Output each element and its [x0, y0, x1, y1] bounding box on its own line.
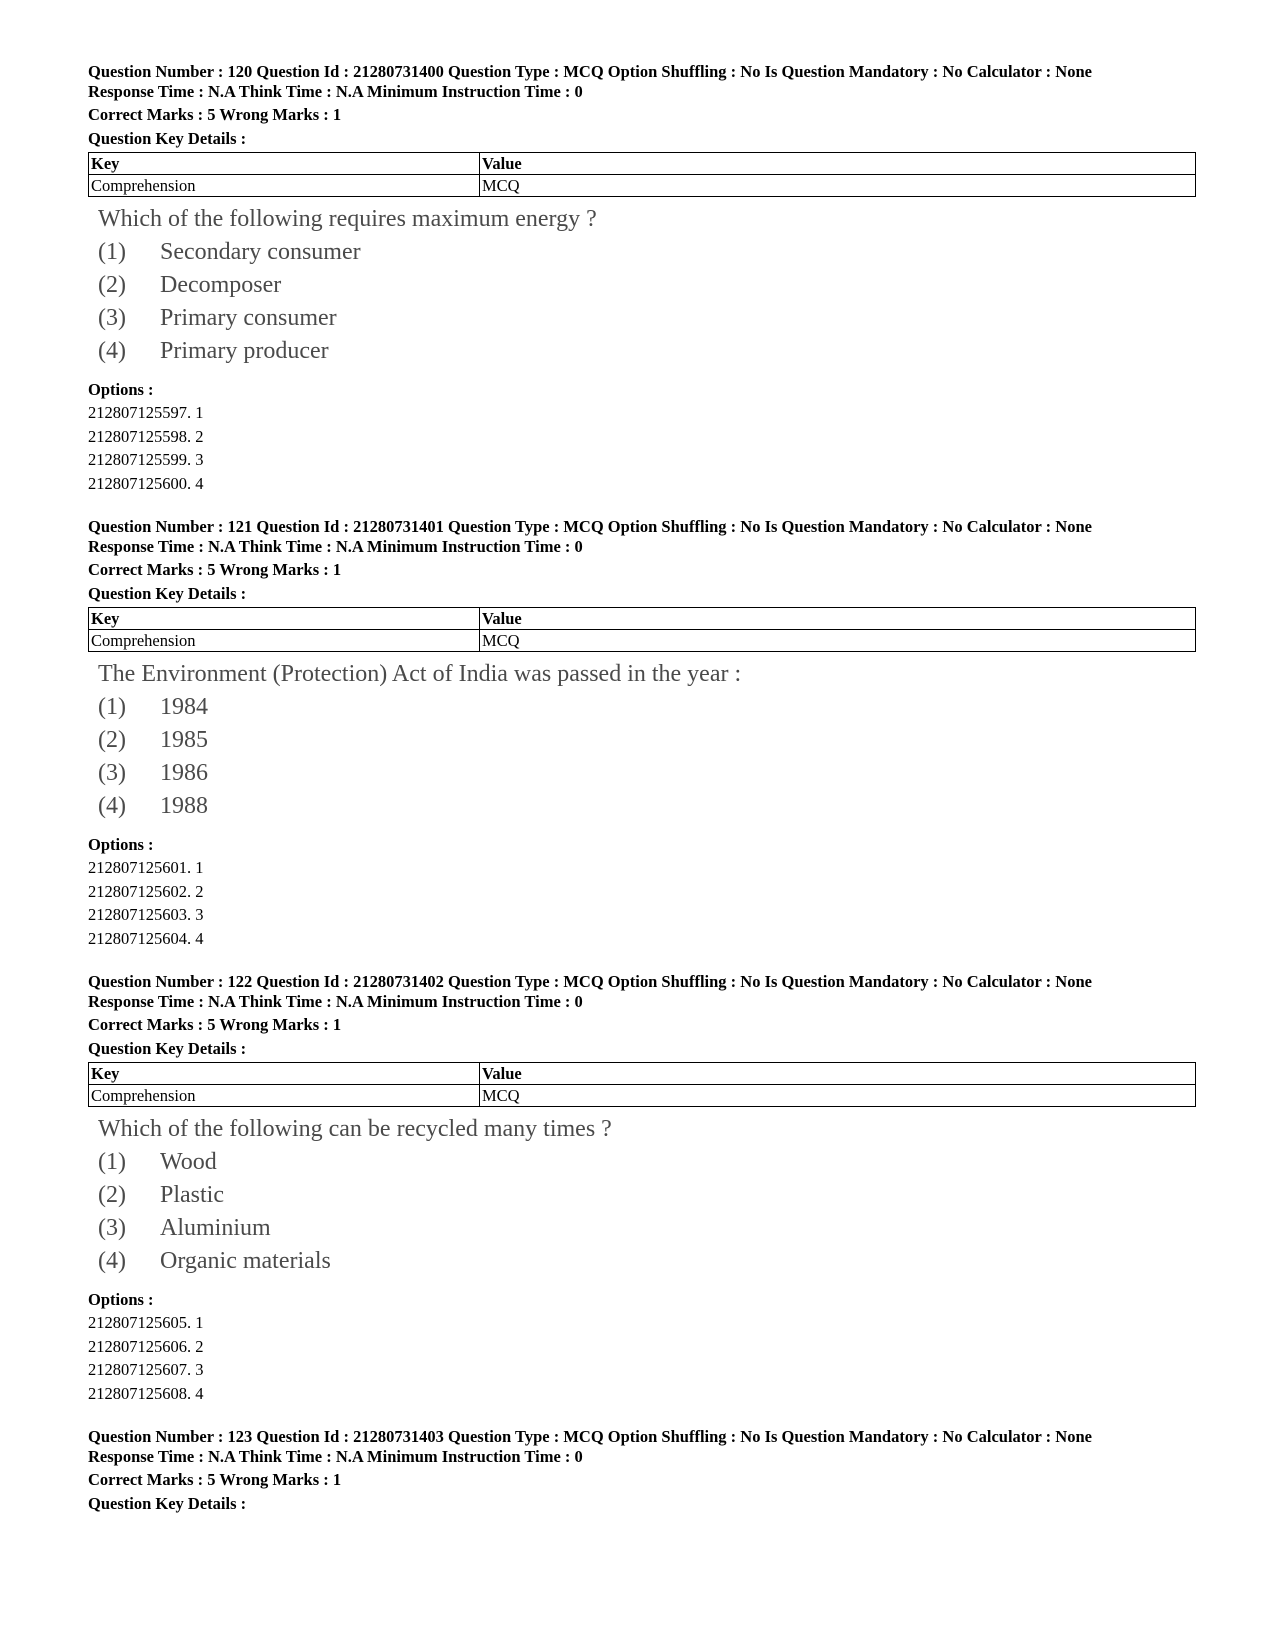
table-row	[89, 1085, 1196, 1107]
option-id-line: 212807125604. 4	[88, 928, 204, 948]
question-key-table	[88, 607, 1196, 652]
options-label: Options :	[88, 1290, 154, 1309]
question-key-details-label: Question Key Details :	[88, 1038, 247, 1058]
choice-number: (1)	[98, 1149, 126, 1175]
choice-text: Secondary consumer	[160, 239, 361, 265]
question-block-120	[88, 62, 1196, 495]
question-meta-line: Question Number : 121 Question Id : 21280731401 Question Type : MCQ Option Shuffling : No Is Question Mandatory : No Calculator : None	[88, 517, 1092, 536]
choice-text: Plastic	[160, 1182, 224, 1208]
option-id-line: 212807125608. 4	[88, 1383, 204, 1403]
question-meta-line: Question Number : 123 Question Id : 21280731403 Question Type : MCQ Option Shuffling : No Is Question Mandatory : No Calculator : None	[88, 1427, 1092, 1446]
table-header-value: Value	[480, 1063, 1196, 1085]
choice-number: (1)	[98, 694, 126, 720]
choice-text: 1985	[160, 727, 208, 753]
table-header-row	[89, 608, 1196, 630]
choice-text: Primary producer	[160, 338, 329, 364]
option-id-line: 212807125606. 2	[88, 1336, 204, 1356]
option-id-line: 212807125607. 3	[88, 1360, 204, 1379]
choice-text: Primary consumer	[160, 305, 337, 331]
question-block-121	[88, 517, 1196, 950]
choice-number: (4)	[98, 793, 126, 819]
table-header-value: Value	[480, 153, 1196, 175]
choice-text: 1988	[160, 793, 208, 819]
table-cell-key: Comprehension	[89, 1085, 480, 1107]
choice-item	[98, 691, 1196, 724]
choice-item	[98, 790, 1196, 823]
choice-item	[98, 1179, 1196, 1212]
option-id-line: 212807125597. 1	[88, 403, 204, 422]
question-key-details-label: Question Key Details :	[88, 583, 247, 603]
choice-number: (3)	[98, 1215, 126, 1241]
table-header-key: Key	[89, 153, 480, 175]
table-cell-value: MCQ	[480, 630, 1196, 652]
choice-number: (3)	[98, 305, 126, 331]
question-marks-line: Correct Marks : 5 Wrong Marks : 1	[88, 105, 342, 124]
question-text: Which of the following can be recycled many times ?	[98, 1116, 612, 1142]
question-image	[98, 203, 1196, 368]
option-id-line: 212807125599. 3	[88, 450, 204, 469]
question-timing-line: Response Time : N.A Think Time : N.A Minimum Instruction Time : 0	[88, 1446, 583, 1466]
choice-text: Decomposer	[160, 272, 282, 298]
table-row	[89, 630, 1196, 652]
question-meta-line: Question Number : 120 Question Id : 21280731400 Question Type : MCQ Option Shuffling : No Is Question Mandatory : No Calculator : None	[88, 62, 1092, 81]
choice-item	[98, 1245, 1196, 1278]
choice-text: 1986	[160, 760, 208, 786]
choice-item	[98, 1146, 1196, 1179]
question-timing-line: Response Time : N.A Think Time : N.A Minimum Instruction Time : 0	[88, 991, 583, 1011]
choice-item	[98, 269, 1196, 302]
choice-number: (2)	[98, 1182, 126, 1208]
option-id-line: 212807125598. 2	[88, 426, 204, 446]
choice-item	[98, 724, 1196, 757]
choice-number: (2)	[98, 272, 126, 298]
table-cell-key: Comprehension	[89, 175, 480, 197]
choice-item	[98, 1212, 1196, 1245]
table-header-row	[89, 153, 1196, 175]
choice-number: (3)	[98, 760, 126, 786]
choice-number: (1)	[98, 239, 126, 265]
question-marks-line: Correct Marks : 5 Wrong Marks : 1	[88, 1015, 342, 1034]
choice-item	[98, 236, 1196, 269]
question-marks-line: Correct Marks : 5 Wrong Marks : 1	[88, 1470, 342, 1489]
choice-item	[98, 302, 1196, 335]
question-key-details-label: Question Key Details :	[88, 1493, 247, 1513]
options-label: Options :	[88, 380, 154, 399]
question-block-123	[88, 1427, 1196, 1513]
table-header-row	[89, 1063, 1196, 1085]
option-id-line: 212807125605. 1	[88, 1313, 204, 1332]
question-image	[98, 1113, 1196, 1278]
question-meta-line: Question Number : 122 Question Id : 21280731402 Question Type : MCQ Option Shuffling : No Is Question Mandatory : No Calculator : None	[88, 972, 1092, 991]
question-timing-line: Response Time : N.A Think Time : N.A Minimum Instruction Time : 0	[88, 536, 583, 556]
question-text: Which of the following requires maximum energy ?	[98, 206, 597, 232]
option-id-line: 212807125603. 3	[88, 905, 204, 924]
option-id-line: 212807125601. 1	[88, 858, 204, 877]
choice-text: Organic materials	[160, 1248, 331, 1274]
options-label: Options :	[88, 835, 154, 854]
table-header-key: Key	[89, 1063, 480, 1085]
choice-item	[98, 335, 1196, 368]
table-header-key: Key	[89, 608, 480, 630]
table-cell-value: MCQ	[480, 1085, 1196, 1107]
table-row	[89, 175, 1196, 197]
choice-number: (2)	[98, 727, 126, 753]
table-cell-value: MCQ	[480, 175, 1196, 197]
question-marks-line: Correct Marks : 5 Wrong Marks : 1	[88, 560, 342, 579]
choice-item	[98, 757, 1196, 790]
choice-text: Aluminium	[160, 1215, 271, 1241]
choice-text: 1984	[160, 694, 208, 720]
table-cell-key: Comprehension	[89, 630, 480, 652]
choice-text: Wood	[160, 1149, 217, 1175]
choice-number: (4)	[98, 1248, 126, 1274]
question-image	[98, 658, 1196, 823]
question-key-table	[88, 1062, 1196, 1107]
question-block-122	[88, 972, 1196, 1405]
table-header-value: Value	[480, 608, 1196, 630]
question-timing-line: Response Time : N.A Think Time : N.A Minimum Instruction Time : 0	[88, 81, 583, 101]
question-text: The Environment (Protection) Act of India was passed in the year :	[98, 661, 742, 687]
question-key-table	[88, 152, 1196, 197]
option-id-line: 212807125600. 4	[88, 473, 204, 493]
choice-number: (4)	[98, 338, 126, 364]
option-id-line: 212807125602. 2	[88, 881, 204, 901]
question-key-details-label: Question Key Details :	[88, 128, 247, 148]
